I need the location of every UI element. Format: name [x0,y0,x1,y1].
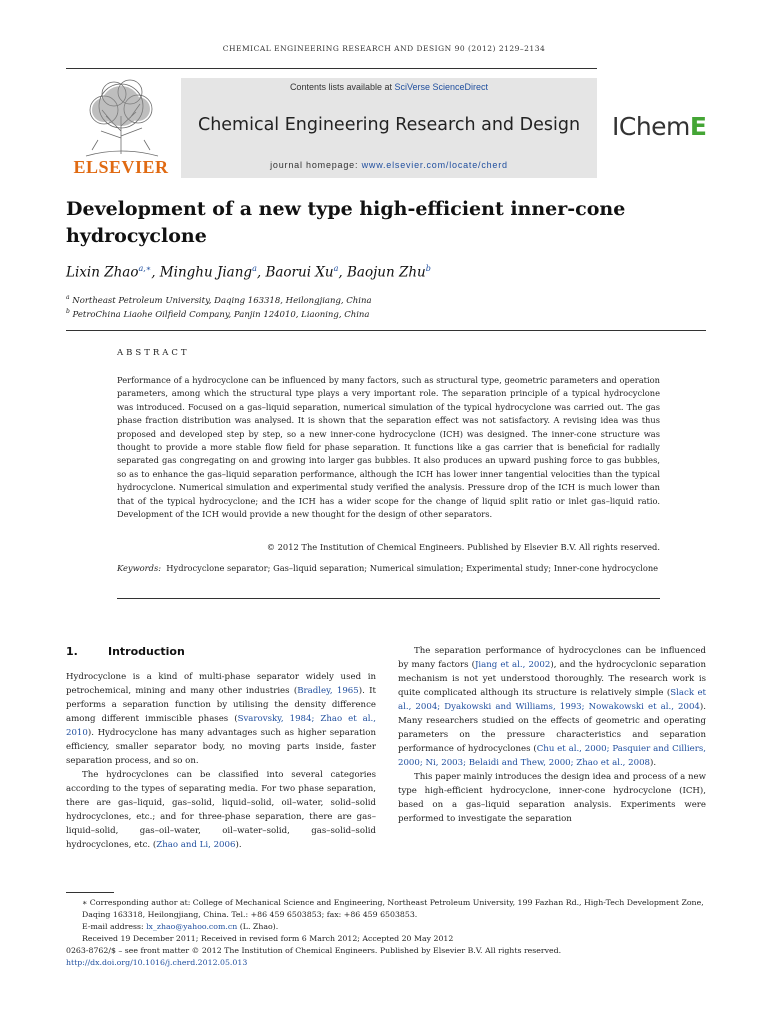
text-run: ). [650,758,657,768]
contents-line [181,82,597,92]
right-column [398,644,706,826]
citation-link[interactable]: Bradley, 1965 [297,686,359,696]
author-name: Baorui Xu [265,264,334,281]
icheme-logo [612,112,707,141]
homepage-prefix: journal homepage: [270,160,362,170]
corresponding-author-note: ∗ Corresponding author at: College of Mechanical Science and Engineering, Northeast Petroleum University, 199 Fazhan Rd., High-Tech Development Zone, Daqing 163318, Heilongjiang, China. Tel.: +86 459 6503853; fax: +86 459 6503853. [82,898,704,919]
author-separator: , [151,264,160,281]
affiliation-marker: b [66,308,70,315]
abstract-rule [117,598,660,599]
journal-title: Chemical Engineering Research and Design [197,115,581,135]
paragraph [398,644,706,770]
author-affil-link[interactable]: a,∗ [138,264,152,273]
text-run: The separation performance of hydrocyclones can be influenced by many factors ( [398,646,706,670]
section-heading [66,645,185,658]
doi-link[interactable]: http://dx.doi.org/10.1016/j.cherd.2012.05.013 [66,958,248,967]
citation-link[interactable]: Jiang et al., 2002 [474,660,551,670]
journal-homepage [181,160,597,170]
text-run: ). Many researchers studied on the effects of geometric and operating parameters on the pressure characteristics and separation performance of hydrocyclones ( [398,702,706,754]
affiliation-text: Northeast Petroleum University, Daqing 163318, Heilongjiang, China [72,295,372,306]
paragraph [66,670,376,768]
running-head: CHEMICAL ENGINEERING RESEARCH AND DESIGN 90 (2012) 2129–2134 [222,44,546,53]
paragraph: This paper mainly introduces the design idea and process of a new type high-efficient hydrocyclone, inner-cone hydrocyclone (ICH), based on a gas–liquid separation analysis. Experiments were performed to investigate the separation [398,772,706,824]
author-affil-link[interactable]: b [425,264,431,273]
author-affil-link[interactable]: a [333,264,339,273]
author-name: Lixin Zhao [66,264,139,281]
citation-link[interactable]: Svarovsky, 1984; Zhao et al., 2010 [66,714,376,738]
affiliation-b [66,308,369,320]
sciencedirect-link[interactable]: SciVerse ScienceDirect [394,82,489,92]
text-run: ). It performs a separation function by utilising the density difference among different immiscible phases ( [66,686,376,724]
text-run: ). [235,840,242,850]
text-run: ). Hydrocyclone has many advantages such as higher separation efficiency, smaller separator body, no moving parts inside, faster separation process, and so on. [66,728,376,766]
abstract-heading: ABSTRACT [117,348,190,358]
received-dates: Received 19 December 2011; Received in revised form 6 March 2012; Accepted 20 May 2012 [82,934,454,943]
affiliation-a [66,294,372,306]
author-separator: , [338,264,347,281]
icheme-logo-main: IChem [612,112,690,141]
author-name: Minghu Jiang [159,264,253,281]
footnotes [66,897,706,969]
text-run: ), and the hydrocyclonic separation mechanism is not yet understood thoroughly. The research work is quite complicated although its structure is relatively simple ( [398,660,706,698]
affiliation-text: PetroChina Liaohe Oilfield Company, Panjin 124010, Liaoning, China [72,309,370,320]
contents-prefix: Contents lists available at [289,82,395,92]
paragraph [66,768,376,852]
author-affil-link[interactable]: a [252,264,257,273]
email-suffix: (L. Zhao). [237,922,279,931]
issn-line: 0263-8762/$ – see front matter © 2012 The Institution of Chemical Engineers. Published by Elsevier B.V. All rights reserved. [66,946,562,955]
article-title: Development of a new type high-efficient inner-cone hydrocyclone [66,198,626,247]
footnote-rule [66,892,114,893]
icheme-logo-e: E [689,112,707,141]
email-link[interactable]: lx_zhao@yahoo.com.cn [146,922,238,931]
header-rule [66,68,597,69]
homepage-link[interactable]: www.elsevier.com/locate/cherd [361,160,508,170]
citation-link[interactable]: Zhao and Li, 2006 [156,840,236,850]
abstract-copyright: © 2012 The Institution of Chemical Engineers. Published by Elsevier B.V. All rights reserved. [266,542,660,552]
keywords-list: Hydrocyclone separator; Gas–liquid separation; Numerical simulation; Experimental study; Inner-cone hydrocyclone [166,563,659,573]
text-run: Hydrocyclone is a kind of multi-phase separator widely used in petrochemical, mining and many other industries ( [66,672,376,696]
text-run: The hydrocyclones can be classified into several categories according to the types of separating media. For two phase separation, there are gas–liquid, gas–solid, liquid–solid, oil–water, solid–solid hydrocyclones, etc.; and for three-phase separation, there are gas–liquid–solid, gas–oil–water, oil–water–solid, gas–solid–solid hydrocyclones, etc. ( [66,770,376,850]
title-rule [66,330,706,331]
author-separator: , [256,264,266,281]
abstract-body: Performance of a hydrocyclone can be influenced by many factors, such as structural type, geometric parameters and operation parameters, among which the structural type plays a very important role. The separation principle of a typical hydrocyclone was introduced. Focused on a gas–liquid separation, numerical simulation of the typical hydrocyclone was carried out. The gas phase fraction distribution was analysed. It is shown that the separation effect was not satisfactory. A revising idea was thus proposed and developed step by step, so a new inner-cone hydrocyclone (ICH) was designed. The inner-cone structure was thought to provide a more stable flow field for phase separation. It functions like a gas carrier that is beneficial for radially separated gas congregating on and growing into larger gas bubbles. It also produces an upward pushing force to gas bubbles, so as to enhance the gas–liquid separation performance, although the ICH has lower inner tangential velocities than the typical hydrocyclone. Numerical simulation and experimental study verified the analysis. Pressure drop of the ICH is much lower than that of the typical hydrocyclone; and the ICH has a wider scope for the change of liquid split ratio or inlet gas–liquid ratio. Development of the ICH would provide a new thought for the design of other separators. [117,375,660,520]
keywords-label: Keywords: [117,563,162,573]
citation-link[interactable]: Slack et al., 2004; Dyakowski and Williams, 1993; Nowakowski et al., 2004 [398,688,706,712]
email-label: E-mail address: [82,922,147,931]
citation-link[interactable]: Chu et al., 2000; Pasquier and Cilliers, 2000; Ni, 2003; Belaidi and Thew, 2000; Zhao et al., 2008 [398,744,706,768]
elsevier-wordmark: ELSEVIER [73,157,169,177]
keywords [117,562,660,575]
author-name: Baojun Zhu [347,264,426,281]
left-column [66,670,376,852]
email-line [66,921,706,933]
affiliation-marker: a [66,294,70,301]
author-list [66,264,431,281]
section-title: Introduction [108,645,185,658]
section-number: 1. [66,645,78,658]
